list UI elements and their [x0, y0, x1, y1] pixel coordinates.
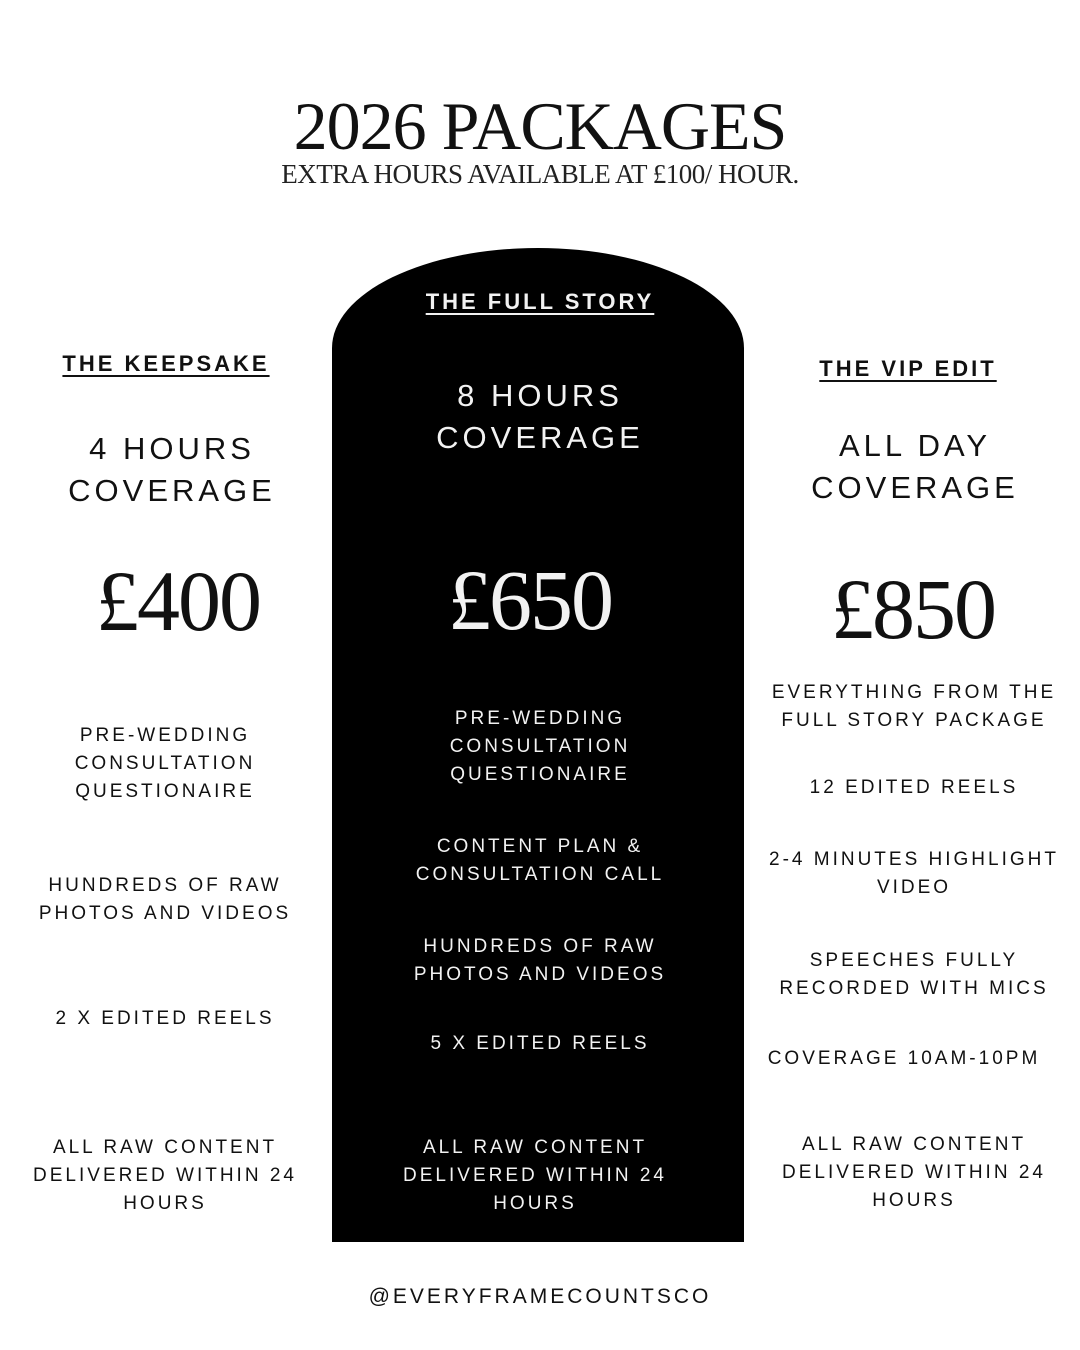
package-feature: PRE-WEDDING CONSULTATION QUESTIONAIRE	[74, 725, 256, 802]
package-feature: ALL RAW CONTENT DELIVERED WITHIN 24 HOURS	[403, 1137, 667, 1214]
package-feature: EVERYTHING FROM THE FULL STORY PACKAGE	[771, 682, 1057, 731]
package-name: THE FULL STORY	[425, 289, 655, 314]
package-price: £650	[448, 552, 612, 648]
package-name: THE KEEPSAKE	[62, 351, 270, 376]
package-feature: ALL RAW CONTENT DELIVERED WITHIN 24 HOURS	[782, 1134, 1046, 1211]
package-coverage: 8 HOURS COVERAGE	[436, 378, 644, 455]
page-title: 2026 PACKAGES	[293, 88, 787, 164]
package-feature: PRE-WEDDING CONSULTATION QUESTIONAIRE	[449, 708, 631, 785]
package-feature: 5 X EDITED REELS	[430, 1033, 650, 1054]
package-feature: COVERAGE 10AM-10PM	[767, 1048, 1041, 1069]
package-feature: 2-4 MINUTES HIGHLIGHT VIDEO	[769, 849, 1059, 898]
package-name: THE VIP EDIT	[819, 356, 997, 381]
page-subtitle: EXTRA HOURS AVAILABLE AT £100/ HOUR.	[281, 159, 799, 189]
package-price: £850	[831, 561, 995, 657]
package-coverage: ALL DAY COVERAGE	[811, 428, 1019, 505]
package-feature: 12 EDITED REELS	[809, 777, 1019, 798]
package-feature: 2 X EDITED REELS	[55, 1008, 275, 1029]
package-feature: ALL RAW CONTENT DELIVERED WITHIN 24 HOURS	[33, 1137, 297, 1214]
package-feature: CONTENT PLAN & CONSULTATION CALL	[415, 836, 665, 885]
package-feature: SPEECHES FULLY RECORDED WITH MICS	[779, 950, 1049, 999]
package-feature: HUNDREDS OF RAW PHOTOS AND VIDEOS	[413, 936, 667, 985]
package-coverage: 4 HOURS COVERAGE	[68, 431, 276, 508]
package-feature: HUNDREDS OF RAW PHOTOS AND VIDEOS	[38, 875, 292, 924]
package-price: £400	[96, 553, 260, 649]
social-handle[interactable]: @EVERYFRAMECOUNTSCO	[368, 1285, 712, 1308]
